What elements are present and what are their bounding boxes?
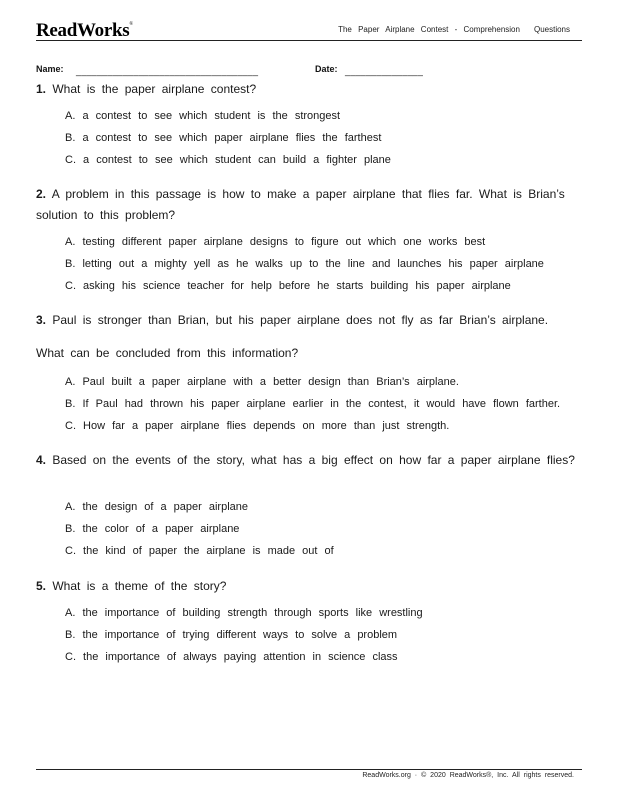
question-number: 4. <box>36 453 47 467</box>
q4-option-b: B. the color of a paper airplane <box>65 523 240 535</box>
q1-option-b: B. a contest to see which paper airplane flies the farthest <box>65 132 382 144</box>
question-number: 2. <box>36 187 47 201</box>
question-4 <box>36 450 576 471</box>
q3-option-c: C. How far a paper airplane flies depends on more than just strength. <box>65 420 450 432</box>
q1-option-c: C. a contest to see which student can build a fighter plane <box>65 154 391 166</box>
date-blank: _______________ <box>345 66 424 76</box>
question-5 <box>36 576 576 597</box>
q1-option-a: A. a contest to see which student is the strongest <box>65 110 341 122</box>
page-header <box>36 20 582 41</box>
question-text: Paul is stronger than Brian, but his paper airplane does not fly as far Brian’s airplane. <box>52 313 549 327</box>
q2-option-c: C. asking his science teacher for help before he starts building his paper airplane <box>65 280 511 292</box>
date-field <box>315 64 424 76</box>
question-1 <box>36 79 576 100</box>
q3-option-b: B. If Paul had thrown his paper airplane earlier in the contest, it would have flown farther. <box>65 398 561 410</box>
name-field <box>36 64 259 76</box>
readworks-logo: ReadWorks® <box>36 20 133 41</box>
footer-divider <box>36 769 582 770</box>
question-3-followup: What can be concluded from this information? <box>36 346 299 360</box>
question-text: Based on the events of the story, what has a big effect on how far a paper airplane flies? <box>52 453 575 467</box>
name-blank: ___________________________________ <box>76 66 259 76</box>
question-text: A problem in this passage is how to make a paper airplane that flies far. What is Brian’s solution to this problem? <box>36 187 565 222</box>
name-label: Name: <box>36 64 64 74</box>
question-text: What is a theme of the story? <box>52 579 227 593</box>
copyright-footer: ReadWorks.org · © 2020 ReadWorks®, Inc. All rights reserved. <box>362 772 574 779</box>
document-title: The Paper Airplane Contest - Comprehension Questions <box>338 25 570 34</box>
q2-option-b: B. letting out a mighty yell as he walks up to the line and launches his paper airplane <box>65 258 544 270</box>
question-number: 5. <box>36 579 47 593</box>
q4-option-c: C. the kind of paper the airplane is made out of <box>65 545 334 557</box>
q5-option-b: B. the importance of trying different ways to solve a problem <box>65 629 398 641</box>
q4-option-a: A. the design of a paper airplane <box>65 501 249 513</box>
date-label: Date: <box>315 64 338 74</box>
question-2 <box>36 184 576 226</box>
question-text: What is the paper airplane contest? <box>52 82 257 96</box>
q5-option-c: C. the importance of always paying attention in science class <box>65 651 398 663</box>
q3-option-a: A. Paul built a paper airplane with a better design than Brian’s airplane. <box>65 376 459 388</box>
question-number: 3. <box>36 313 47 327</box>
question-number: 1. <box>36 82 47 96</box>
q5-option-a: A. the importance of building strength through sports like wrestling <box>65 607 423 619</box>
question-3 <box>36 310 576 331</box>
q2-option-a: A. testing different paper airplane designs to figure out which one works best <box>65 236 486 248</box>
